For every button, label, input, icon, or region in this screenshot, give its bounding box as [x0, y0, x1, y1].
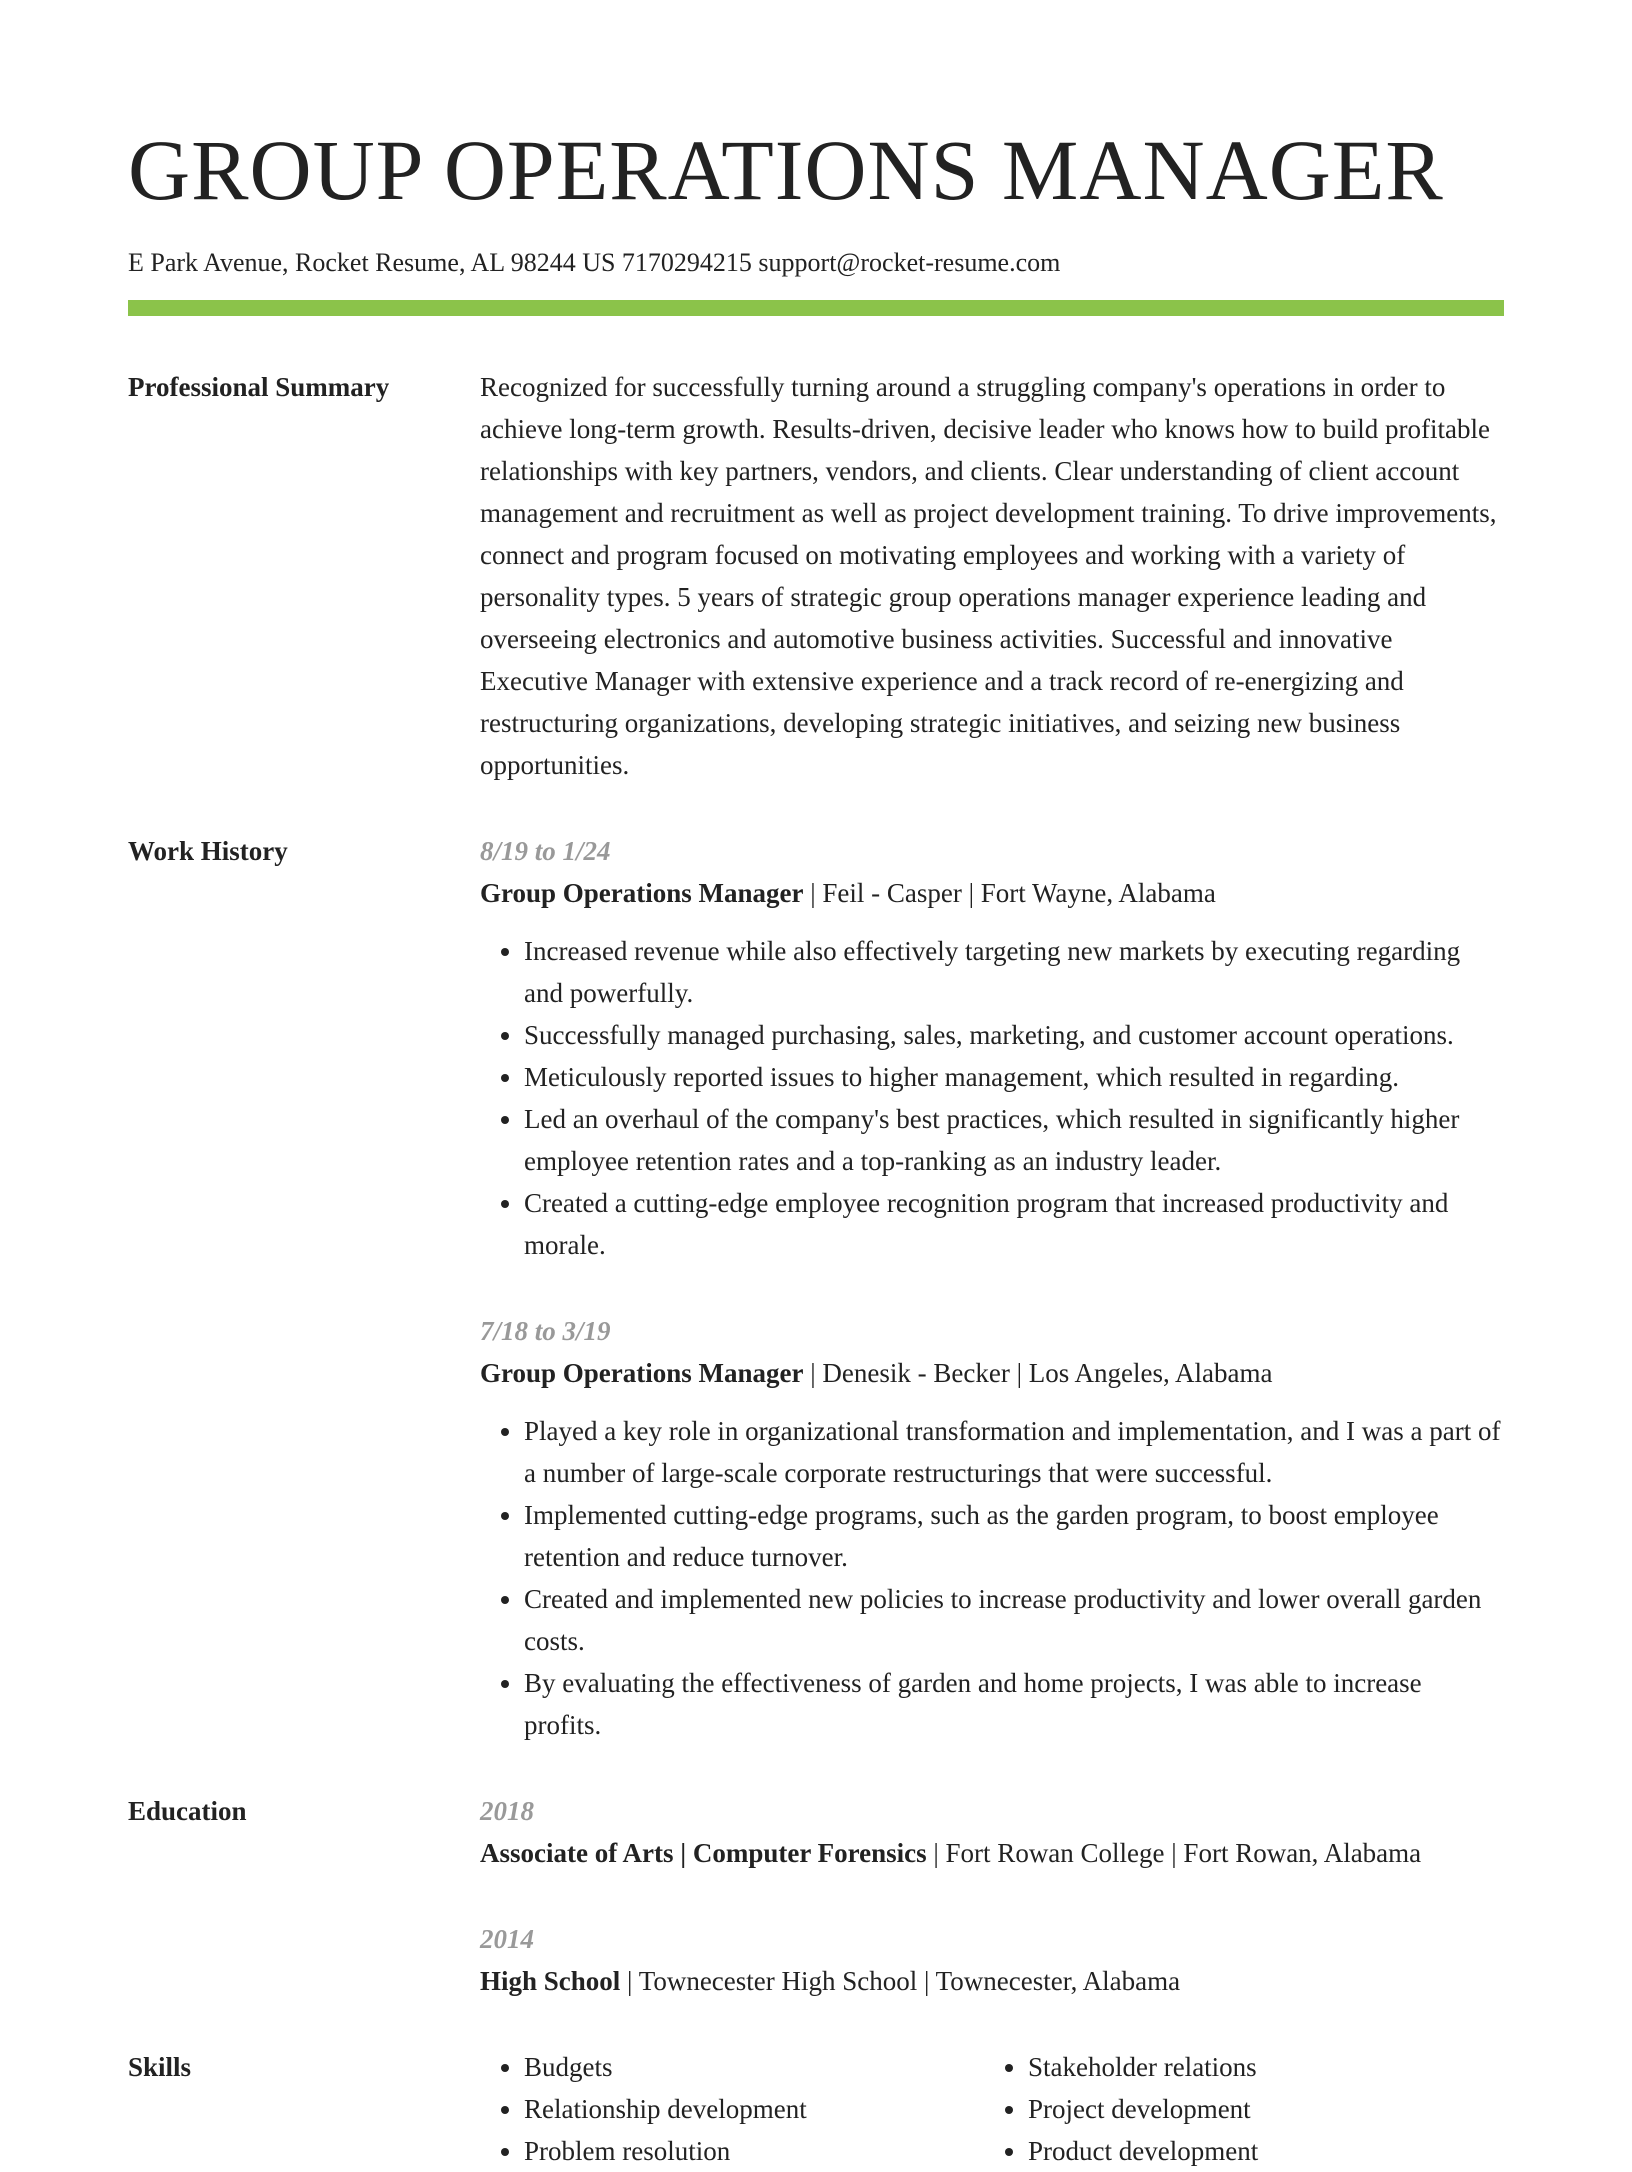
summary-section	[128, 366, 1504, 786]
contact-info: E Park Avenue, Rocket Resume, AL 98244 US 7170294215 support@rocket-resume.com	[128, 248, 1061, 277]
list-item: • Successfully managed purchasing, sales, marketing, and customer account operations.	[524, 1014, 1504, 1056]
job-bullets	[480, 1410, 1504, 1746]
list-item: • Increased revenue while also effectively targeting new markets by executing regarding and powerfully.	[524, 930, 1504, 1014]
skill-item: • Relationship development	[524, 2088, 984, 2130]
education-entry	[480, 1918, 1504, 2002]
education-details: | Fort Rowan College | Fort Rowan, Alabama	[926, 1838, 1422, 1868]
summary-title: Professional Summary	[128, 372, 390, 402]
work-history-section	[128, 830, 1504, 1746]
skills-section	[128, 2046, 1504, 2172]
job-role: Group Operations Manager	[480, 878, 804, 908]
skill-item: • Budgets	[524, 2046, 984, 2088]
education-degree: Associate of Arts | Computer Forensics	[480, 1838, 927, 1868]
list-item: • Meticulously reported issues to higher management, which resulted in regarding.	[524, 1056, 1504, 1098]
list-item: • By evaluating the effectiveness of garden and home projects, I was able to increase profits.	[524, 1662, 1504, 1746]
skill-item: • Problem resolution	[524, 2130, 984, 2172]
education-details: | Townecester High School | Townecester, Alabama	[620, 1966, 1181, 1996]
education-line	[480, 1960, 1504, 2002]
job-details: | Denesik - Becker | Los Angeles, Alabama	[803, 1358, 1273, 1388]
education-section	[128, 1790, 1504, 2002]
job-title-line	[480, 1352, 1504, 1394]
skill-item: • Project development	[1028, 2088, 1488, 2130]
skills-list-right	[984, 2046, 1488, 2172]
skills-columns	[480, 2046, 1504, 2172]
education-year: 2018	[480, 1796, 534, 1826]
job-bullets	[480, 930, 1504, 1266]
list-item: • Created a cutting-edge employee recognition program that increased productivity and morale.	[524, 1182, 1504, 1266]
job-dates: 7/18 to 3/19	[480, 1316, 611, 1346]
resume-name-heading: GROUP OPERATIONS MANAGER	[128, 122, 1444, 218]
job-title-line	[480, 872, 1504, 914]
education-title: Education	[128, 1796, 247, 1826]
skill-item: • Stakeholder relations	[1028, 2046, 1488, 2088]
skill-item: • Product development	[1028, 2130, 1488, 2172]
job-dates: 8/19 to 1/24	[480, 836, 611, 866]
summary-text: Recognized for successfully turning around a struggling company's operations in order to achieve long-term growth. Results-driven, decisive leader who knows how to build profitable relationships with key partners, vendors, and clients. Clear understanding of client account management and recruitment as well as project development training. To drive improvements, connect and program focused on motivating employees and working with a variety of personality types. 5 years of strategic group operations manager experience leading and overseeing electronics and automotive business activities. Successful and innovative Executive Manager with extensive experience and a track record of re-energizing and restructuring organizations, developing strategic initiatives, and seizing new business opportunities.	[480, 372, 1497, 780]
work-history-title: Work History	[128, 836, 288, 866]
skills-title: Skills	[128, 2052, 192, 2082]
job-entry	[480, 1310, 1504, 1746]
job-details: | Feil - Casper | Fort Wayne, Alabama	[803, 878, 1216, 908]
list-item: • Played a key role in organizational transformation and implementation, and I was a part of a number of large-scale corporate restructurings that were successful.	[524, 1410, 1504, 1494]
education-year: 2014	[480, 1924, 534, 1954]
job-role: Group Operations Manager	[480, 1358, 804, 1388]
list-item: • Led an overhaul of the company's best practices, which resulted in significantly higher employee retention rates and a top-ranking as an industry leader.	[524, 1098, 1504, 1182]
education-line	[480, 1832, 1504, 1874]
skills-list-left	[480, 2046, 984, 2172]
education-entry	[480, 1790, 1504, 1874]
job-entry	[480, 830, 1504, 1266]
list-item: • Created and implemented new policies to increase productivity and lower overall garden costs.	[524, 1578, 1504, 1662]
education-degree: High School	[480, 1966, 621, 1996]
list-item: • Implemented cutting-edge programs, such as the garden program, to boost employee retention and reduce turnover.	[524, 1494, 1504, 1578]
accent-divider	[128, 300, 1504, 316]
